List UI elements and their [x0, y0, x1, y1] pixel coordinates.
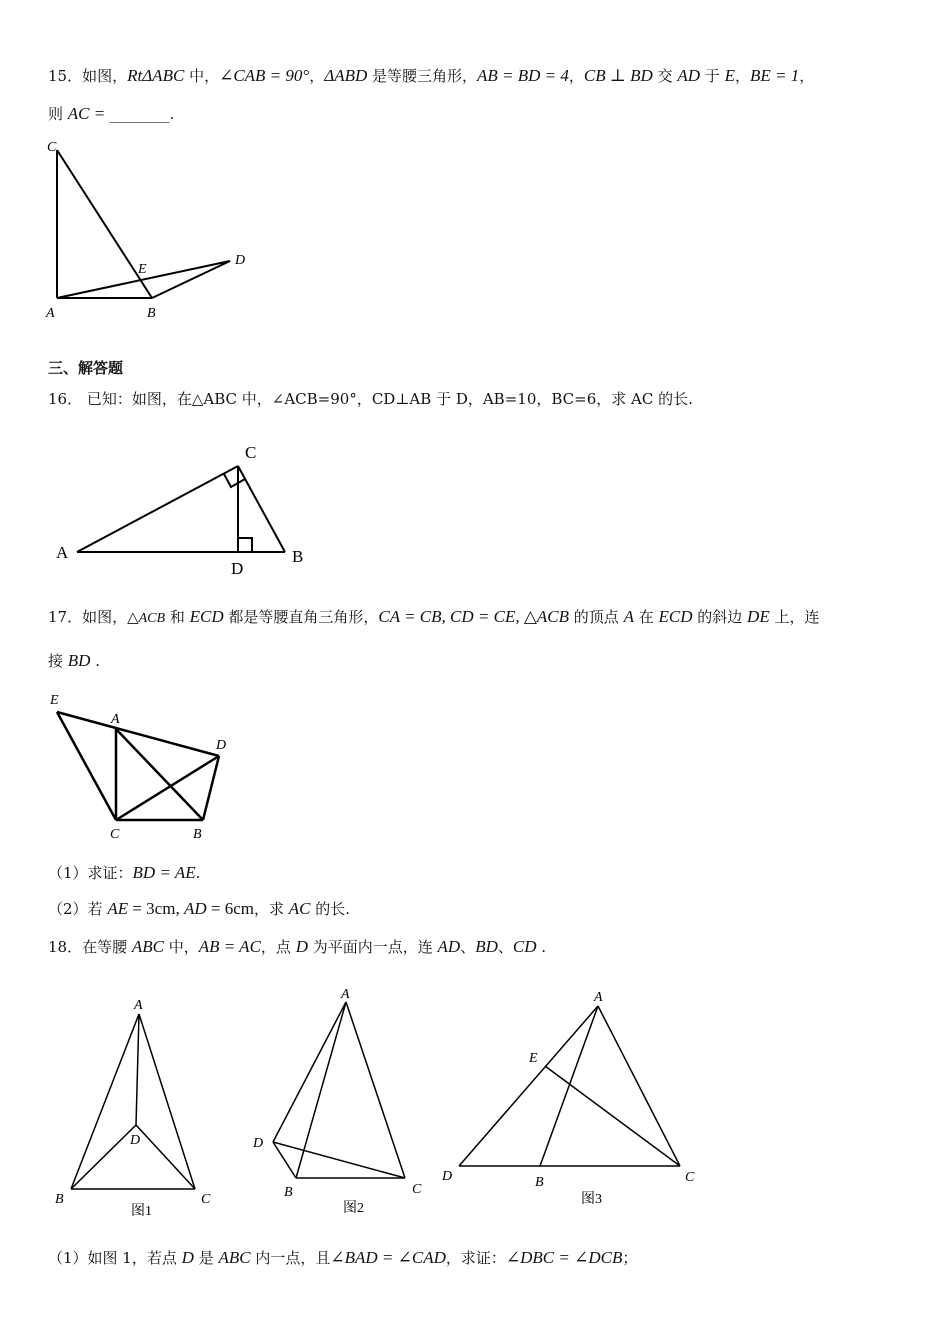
q15-text: 是等腰三角形，	[367, 67, 478, 85]
q18-text: 内一点，且	[250, 1249, 331, 1267]
segment-ec	[545, 1066, 680, 1166]
fig2-label-b: B	[284, 1185, 293, 1200]
q16-text: 16． 已知：如图，在△ABC 中，∠ACB=90°，CD⊥AB 于 D，AB=10，BC=6，求 AC 的长.	[48, 390, 693, 408]
q17-text: 在	[633, 608, 659, 626]
q18-math: BD	[475, 937, 498, 956]
q17-text: （2）若	[48, 900, 108, 918]
q17-math: AE	[107, 899, 129, 918]
q15-math: AC =	[67, 104, 110, 123]
q18-text: 、	[460, 938, 476, 956]
q15-text: ，	[309, 67, 325, 85]
label-e: E	[50, 693, 59, 708]
q17-text: 接	[48, 652, 68, 670]
q17-text: 和	[165, 608, 190, 626]
q18-math: CD	[512, 937, 537, 956]
segment-ab	[296, 1002, 346, 1178]
q15-text: ，	[734, 67, 750, 85]
fig1-label-a: A	[134, 998, 143, 1013]
segment-cd	[136, 1125, 195, 1189]
label-a: A	[46, 306, 55, 321]
fig3-label-c: C	[685, 1170, 695, 1185]
segment-ab	[71, 1014, 139, 1189]
q17-text: 都是等腰直角三角形，	[223, 608, 379, 626]
q17-text: 的斜边	[692, 608, 748, 626]
q17-math: DE	[747, 607, 770, 626]
fig1-label-c: C	[201, 1192, 211, 1207]
q18-text: 中，	[163, 938, 199, 956]
q15-math: ΔABD	[324, 66, 368, 85]
q18-math: ∠BAD = ∠CAD	[330, 1248, 446, 1267]
q18-text: 、	[497, 938, 513, 956]
q18-math: D	[295, 937, 308, 956]
q17-text: 17．如图，△	[48, 608, 139, 626]
fig2-caption: 图2	[343, 1201, 364, 1216]
q18-math: ∠DBC = ∠DCB	[505, 1248, 623, 1267]
q17-text: .	[195, 864, 201, 882]
q15-text: 交	[652, 67, 678, 85]
fig3-label-d: D	[442, 1169, 453, 1184]
label-d: D	[216, 738, 227, 753]
label-c: C	[245, 443, 257, 462]
q17-text: ，求	[253, 900, 289, 918]
q15-text: ，	[799, 67, 815, 85]
label-b: B	[292, 547, 304, 566]
q17-text: 上，连	[769, 608, 820, 626]
label-b: B	[193, 827, 202, 842]
q15-math: AB = BD = 4	[477, 66, 569, 85]
q17-math: CA = CB, CD = CE, △ACB	[378, 607, 570, 626]
answer-blank[interactable]: ________	[109, 105, 170, 123]
q18-text: ；	[622, 1249, 638, 1267]
q17-math: AD	[183, 899, 207, 918]
q17-math: AC	[288, 899, 311, 918]
q15-math: BE = 1	[749, 66, 800, 85]
segment-bd	[71, 1125, 136, 1189]
q18-text: 是	[193, 1249, 219, 1267]
q15-text: 则	[48, 105, 68, 123]
fig3-label-a: A	[594, 990, 603, 1005]
label-a: A	[111, 712, 120, 727]
label-d: D	[231, 559, 244, 578]
q15-text: 中，	[184, 67, 220, 85]
q18-text: 为平面内一点，连	[307, 938, 438, 956]
q18-figure-2	[273, 1002, 405, 1178]
fig3-label-b: B	[535, 1175, 544, 1190]
label-e: E	[138, 262, 147, 277]
q17-math: = 6cm	[206, 899, 254, 918]
q18-math: ABC	[218, 1248, 251, 1267]
segment-ad	[273, 1002, 346, 1142]
q17-math: BD	[67, 651, 91, 670]
q15-math: CB ⊥ BD	[583, 66, 653, 85]
q15-text: 15．如图，	[48, 67, 128, 85]
q17-math: = 3cm,	[128, 899, 184, 918]
q18-math: AB = AC	[198, 937, 261, 956]
fig1-label-b: B	[55, 1192, 64, 1207]
q17-text: （1）求证：	[48, 864, 133, 882]
label-c: C	[110, 827, 120, 842]
label-d: D	[235, 253, 246, 268]
segment-ac	[346, 1002, 405, 1178]
q18-text: 18．在等腰	[48, 938, 132, 956]
segment-ac	[139, 1014, 195, 1189]
q18-math: ABC	[131, 937, 164, 956]
label-b: B	[147, 306, 156, 321]
q15-text: ，	[568, 67, 584, 85]
fig1-label-d: D	[130, 1133, 141, 1148]
segment-ad	[459, 1006, 598, 1166]
q18-text: （1）如图 1，若点	[48, 1249, 182, 1267]
fig2-label-d: D	[253, 1136, 264, 1151]
q18-text: ，求证：	[445, 1249, 506, 1267]
q15-text: .	[169, 105, 175, 123]
q17-text: 的顶点	[569, 608, 624, 626]
fig2-label-c: C	[412, 1182, 422, 1197]
q17-text: .	[90, 652, 100, 670]
q18-part1	[48, 1248, 637, 1268]
label-a: A	[56, 543, 69, 562]
segment-ac	[598, 1006, 680, 1166]
fig1-caption: 图1	[131, 1204, 152, 1219]
section-heading: 三、解答题	[48, 359, 124, 377]
q15-math: E	[724, 66, 735, 85]
fig3-label-e: E	[529, 1051, 538, 1066]
q17-math: ACB	[138, 611, 166, 626]
q18-math: AD	[437, 937, 461, 956]
q17-text: 的长.	[310, 900, 351, 918]
q17-math: A	[623, 607, 634, 626]
q15-math: ∠CAB = 90°	[219, 66, 310, 85]
q18-figure-3	[459, 1006, 680, 1166]
q17-math: BD = AE	[132, 863, 196, 882]
label-c: C	[47, 140, 57, 155]
q15-math: RtΔABC	[127, 66, 185, 85]
q18-text: .	[536, 938, 547, 956]
q15-text: 于	[700, 67, 725, 85]
q17-math: ECD	[189, 607, 224, 626]
q15-math: AD	[677, 66, 701, 85]
fig3-caption: 图3	[581, 1192, 602, 1207]
fig2-label-a: A	[341, 987, 350, 1002]
q18-text: ，点	[260, 938, 296, 956]
q18-figure-1	[71, 1014, 195, 1189]
q17-math: ECD	[658, 607, 693, 626]
q18-math: D	[181, 1248, 194, 1267]
segment-ad	[136, 1014, 139, 1125]
segment-ab	[540, 1006, 598, 1166]
